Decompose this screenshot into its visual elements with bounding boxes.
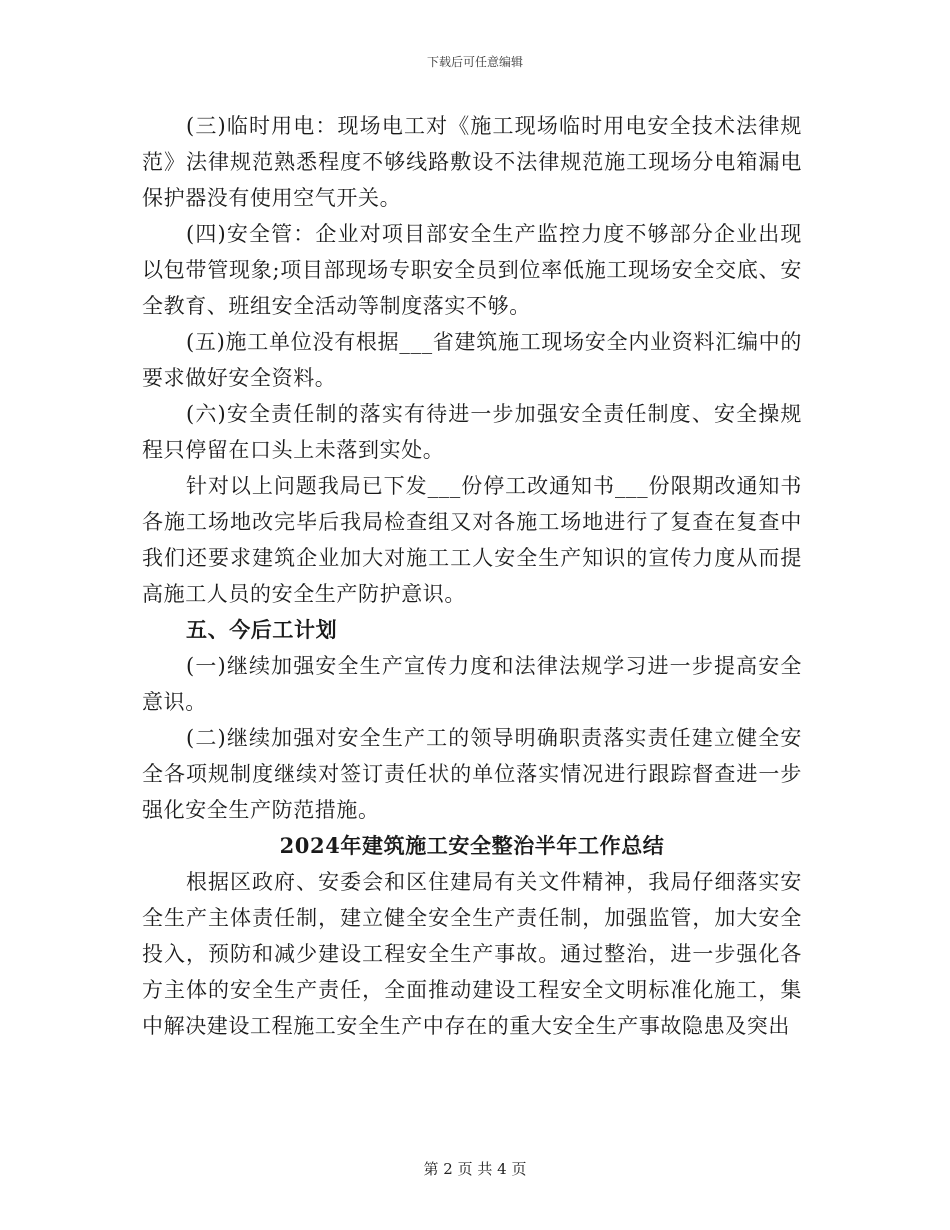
page-footer: 第 2 页 共 4 页 [423, 1160, 527, 1178]
paragraph-safety-management: (四)安全管：企业对项目部安全生产监控力度不够部分企业出现以包带管现象;项目部现场专职安全员到位率低施工现场安全交底、安全教育、班组安全活动等制度落实不够。 [142, 222, 802, 318]
document-title: 2024年建筑施工安全整治半年工作总结 [279, 833, 665, 858]
section-heading-future-plan: 五、今后工计划 [186, 617, 338, 642]
paragraph-rectification-notices: 针对以上问题我局已下发___份停工改通知书___份限期改通知书各施工场地改完毕后我局检查组又对各施工场地进行了复查在复查中我们还要求建筑企业加大对施工工人安全生产知识的宣传力度从而提高施工人员的安全生产防护意识。 [142, 474, 802, 606]
paragraph-temporary-electricity: (三)临时用电：现场电工对《施工现场临时用电安全技术法律规范》法律规范熟悉程度不够线路敷设不法律规范施工现场分电箱漏电保护器没有使用空气开关。 [142, 114, 802, 210]
paragraph-responsibility-system: (六)安全责任制的落实有待进一步加强安全责任制度、安全操规程只停留在口头上未落到实处。 [142, 402, 802, 462]
paragraph-plan-item-1: (一)继续加强安全生产宣传力度和法律法规学习进一步提高安全意识。 [142, 654, 802, 714]
page-header: 下载后可任意编辑 [426, 55, 523, 69]
paragraph-safety-records: (五)施工单位没有根据___省建筑施工现场安全内业资料汇编中的要求做好安全资料。 [142, 330, 802, 390]
paragraph-plan-item-2: (二)继续加强对安全生产工的领导明确职责落实责任建立健全安全各项规制度继续对签订责任状的单位落实情况进行跟踪督查进一步强化安全生产防范措施。 [142, 726, 802, 822]
paragraph-introduction: 根据区政府、安委会和区住建局有关文件精神，我局仔细落实安全生产主体责任制，建立健全安全生产责任制，加强监管，加大安全投入，预防和减少建设工程安全生产事故。通过整治，进一步强化各方主体的安全生产责任，全面推动建设工程安全文明标准化施工，集中解决建设工程施工安全生产中存在的重大安全生产事故隐患及突出 [142, 870, 802, 1038]
document-body [142, 108, 802, 1044]
